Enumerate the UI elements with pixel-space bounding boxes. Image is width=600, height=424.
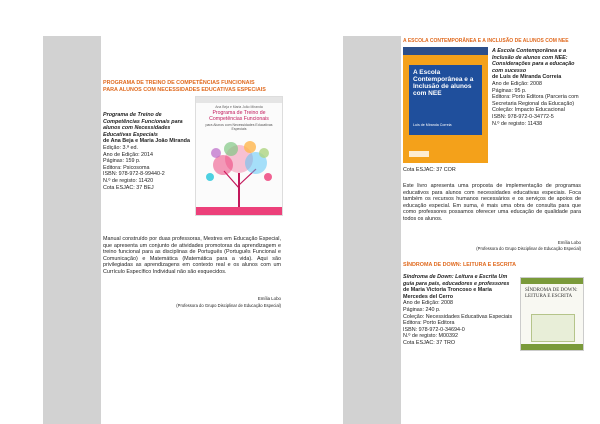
right-book1-signature: Emília Lobo <box>557 240 581 245</box>
book2-authors: de Maria Victoria Troncoso e Maria Mercedes del Cerro <box>403 287 492 300</box>
right-section2-title: SÍNDROMA DE DOWN: LEITURA E ESCRITA <box>403 262 516 268</box>
book2-year: Ano de Edição: 2008 <box>403 300 454 307</box>
book1-publisher: Editora: Porto Editora (Parceria com Secretaria Regional da Educação) <box>492 94 579 107</box>
left-section-title: PROGRAMA DE TREINO DE COMPETÊNCIAS FUNCIONAIS PARA ALUNOS COM NECESSIDADES EDUCATIVAS ESPECIAIS <box>103 80 266 93</box>
book2-pages: Páginas: 240 p. <box>403 306 441 313</box>
right-margin-strip <box>343 36 401 424</box>
book-isbn: ISBN: 978-972-8-99440-2 <box>103 171 165 178</box>
book1-registo: N.º de registo: 11438 <box>492 120 543 127</box>
book-year: Ano de Edição: 2014 <box>103 151 154 158</box>
book2-cota: Cota ESJAC: 37 TRO <box>403 339 456 346</box>
book-registo: N.º de registo: 11420 <box>103 177 154 184</box>
book1-authors: de Luís de Miranda Correia <box>492 74 562 81</box>
book2-isbn: ISBN: 978-972-0-34694-0 <box>403 326 465 333</box>
right-book1-signature-role: (Professora do Grupo Disciplinar de Educação Especial) <box>476 246 581 251</box>
left-book-cover: Ana Beja e Maria João Miranda Programa de Treino de Competências Funcionais para Alunos com Necessidades Educativas Especiais <box>195 96 283 216</box>
book2-publisher: Editora: Porto Editora <box>403 320 455 327</box>
book-pages: Páginas: 159 p. <box>103 158 141 165</box>
left-signature: Emília Lobo <box>257 296 281 301</box>
right-section1-title: A ESCOLA CONTEMPORÂNEA E A INCLUSÃO DE ALUNOS COM NEE <box>403 38 569 44</box>
book2-registo: N.º de registo: M00392 <box>403 333 459 340</box>
left-description: Manual construído por duas professoras, Mestres em Educação Especial, que apresenta um conjunto de atividades promotoras da aprendizagem e treino funcional para as disciplinas de Português (Português Funcional e Comunicação) e Matemática (Matemática para a vida). Aqui são privilegiadas as aprendizagens em contexto real e os alunos com um Currículo Específico Individual não são esquecidos. <box>103 236 281 275</box>
book-edition: Edição: 3.ª ed. <box>103 144 138 151</box>
book1-cota: Cota ESJAC: 37 COR <box>403 167 456 173</box>
right-book1-details <box>492 48 584 127</box>
book1-title: A Escola Contemporânea e a Inclusão de alunos com NEE: Considerações para a educação com sucesso <box>492 48 575 74</box>
right-book1-description: Este livro apresenta uma proposta de implementação de programas educativos para alunos com necessidades educativas especiais. Foca também os recursos humanos necessários e os serviços de apoios de educação especial. Em suma, é mais uma obra de consulta para que como professores possamos oferecer uma educação de qualidade para todos os alunos. <box>403 183 581 222</box>
tree-illustration <box>196 133 282 215</box>
book-title: Programa de Treino de Competências Funcionais para alunos com Necessidades Educativas Especiais <box>103 112 183 138</box>
book-publisher: Editora: Psicosoma <box>103 164 150 171</box>
book1-pages: Páginas: 95 p. <box>492 87 527 94</box>
right-book1-cover: A Escola Contemporânea e a Inclusão de alunos com NEE Luís de Miranda Correia <box>403 47 488 163</box>
book-cota: Cota ESJAC: 37 BEJ <box>103 184 154 191</box>
book1-year: Ano de Edição: 2008 <box>492 80 543 87</box>
right-book2-details <box>403 274 513 347</box>
left-margin-strip <box>43 36 101 424</box>
book1-collection: Coleção: Impacto Educacional <box>492 107 565 114</box>
book-authors: de Ana Beja e Maria João Miranda <box>103 138 190 145</box>
left-book-details <box>103 112 191 191</box>
right-book2-cover: SÍNDROMA DE DOWN: LEITURA E ESCRITA <box>520 277 584 351</box>
book2-collection: Coleção: Necessidades Educativas Especiais <box>403 313 513 320</box>
book2-title: Síndroma de Down: Leitura e Escrita Um guia para pais, educadores e professores <box>403 274 510 287</box>
book1-isbn: ISBN: 978-972-0-34772-5 <box>492 113 554 120</box>
left-signature-role: (Professora do Grupo Disciplinar de Educação Especial) <box>176 303 281 308</box>
